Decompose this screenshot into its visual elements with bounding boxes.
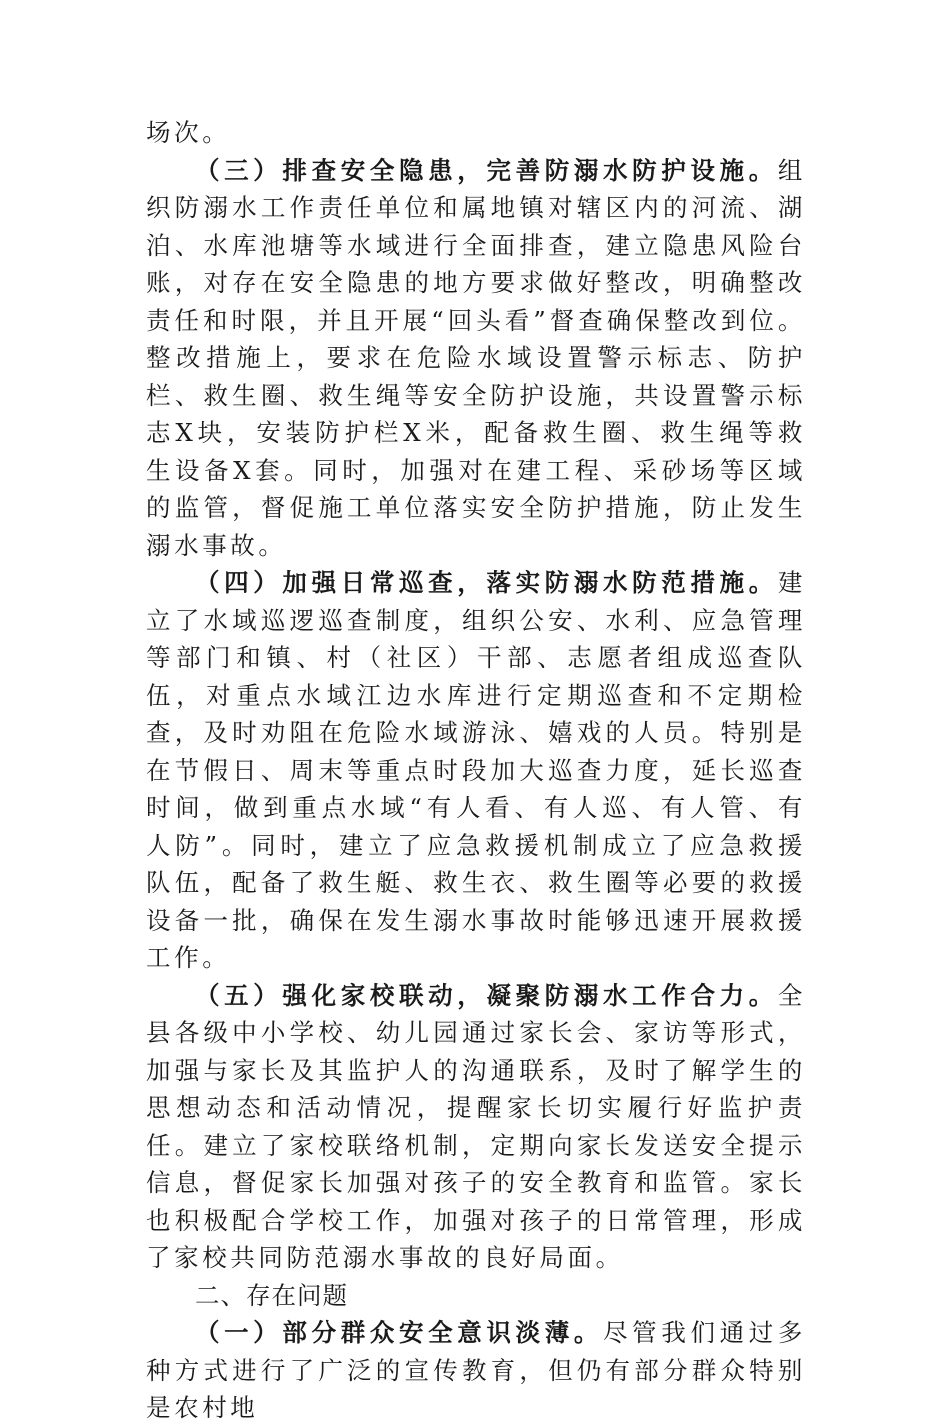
paragraph-4-body: 建立了水域巡逻巡查制度，组织公安、水利、应急管理等部门和镇、村（社区）干部、志愿者组成巡查队伍，对重点水域江边水库进行定期巡查和不定期检查，及时劝阻在危险水域游泳、嬉戏的人员。特别是在节假日、周末等重点时段加大巡查力度，延长巡查时间，做到重点水域“有人看、有人巡、有人管、有人防”。同时，建立了应急救援机制成立了应急救援队伍，配备了救生艇、救生衣、救生圈等必要的救援设备一批，确保在发生溺水事故时能够迅速开展救援工作。 xyxy=(146,568,806,972)
paragraph-problem-1-body: 尽管我们通过多种方式进行了广泛的宣传教育，但仍有部分群众特别是农村地 xyxy=(146,1318,806,1422)
paragraph-5 xyxy=(146,977,806,1277)
document-body xyxy=(146,114,806,1427)
paragraph-4-heading: （四）加强日常巡查，落实防溺水防范措施。 xyxy=(195,568,778,597)
paragraph-3 xyxy=(146,152,806,565)
paragraph-4 xyxy=(146,564,806,977)
paragraph-3-body: 组织防溺水工作责任单位和属地镇对辖区内的河流、湖泊、水库池塘等水域进行全面排查，建立隐患风险台账，对存在安全隐患的地方要求做好整改，明确整改责任和时限，并且开展“回头看”督查确保整改到位。整改措施上，要求在危险水域设置警示标志、防护栏、救生圈、救生绳等安全防护设施，共设置警示标志X块，安装防护栏X米，配备救生圈、救生绳等救生设备X套。同时，加强对在建工程、采砂场等区域的监管，督促施工单位落实安全防护措施，防止发生溺水事故。 xyxy=(146,155,806,560)
paragraph-problem-1-heading: （一）部分群众安全意识淡薄。 xyxy=(195,1318,604,1347)
continuation-text: 场次。 xyxy=(146,118,231,147)
paragraph-3-heading: （三）排查安全隐患，完善防溺水防护设施。 xyxy=(195,155,778,185)
section-heading: 二、存在问题 xyxy=(195,1280,348,1310)
paragraph-problem-1 xyxy=(146,1314,806,1427)
paragraph-5-body: 全县各级中小学校、幼儿园通过家长会、家访等形式，加强与家长及其监护人的沟通联系，及时了解学生的思想动态和活动情况，提醒家长切实履行好监护责任。建立了家校联络机制，定期向家长发送安全提示信息，督促家长加强对孩子的安全教育和监管。家长也积极配合学校工作，加强对孩子的日常管理，形成了家校共同防范溺水事故的良好局面。 xyxy=(146,980,806,1272)
paragraph-5-heading: （五）强化家校联动，凝聚防溺水工作合力。 xyxy=(195,980,778,1010)
